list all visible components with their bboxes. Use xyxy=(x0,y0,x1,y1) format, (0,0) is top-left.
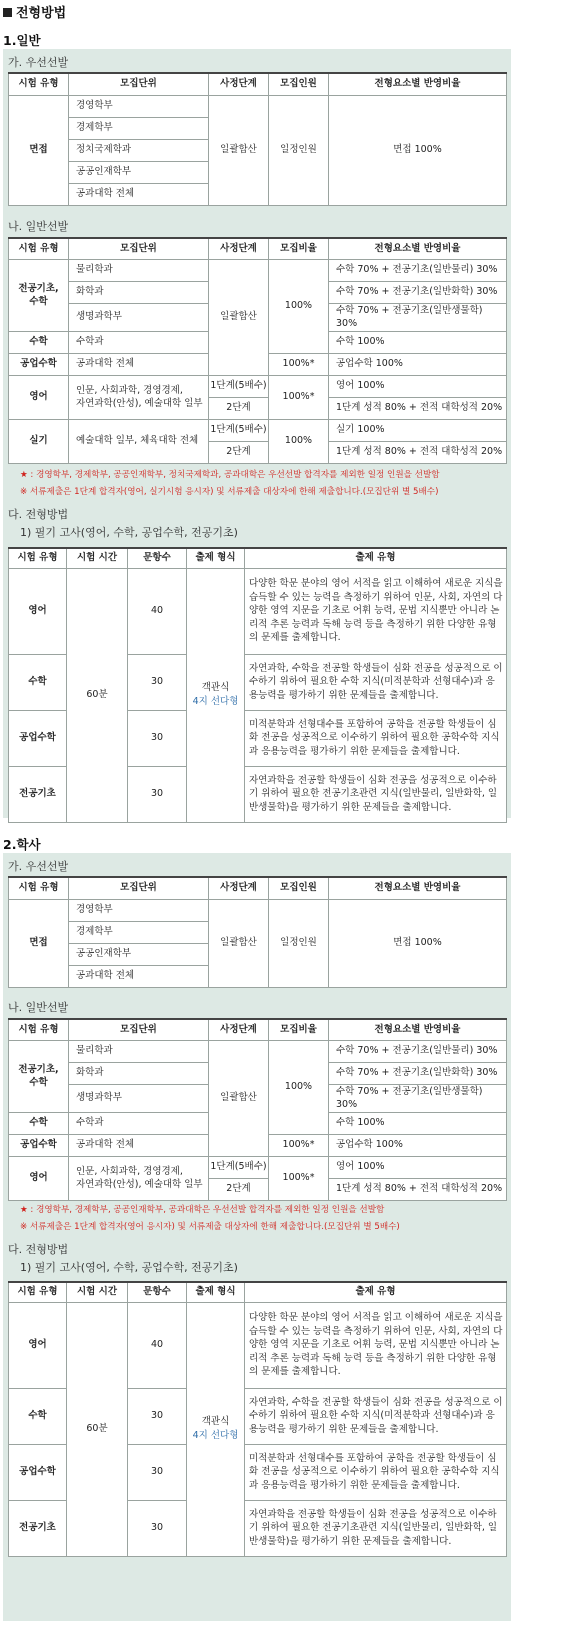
column-header: 전형요소별 반영비율 xyxy=(329,877,507,899)
ratio-pct-cell: 100% xyxy=(269,419,329,463)
ratio-cell: 영어 100% xyxy=(329,1156,507,1178)
unit-cell: 경영학부 xyxy=(69,95,209,117)
column-header: 시험 유형 xyxy=(9,548,67,568)
exam-type-cell: 면접 xyxy=(9,95,69,205)
exam-format-cell: 객관식 4지 선다형 xyxy=(187,568,245,822)
column-header: 모집인원 xyxy=(269,73,329,95)
square-bullet-icon xyxy=(3,8,12,17)
exam-type-cell: 영어 xyxy=(9,1302,67,1388)
ratio-pct-cell: 100%* xyxy=(269,353,329,375)
column-header: 모집단위 xyxy=(69,1019,209,1040)
ratio-cell: 1단계 성적 80% + 전적 대학성적 20% xyxy=(329,1178,507,1200)
s2-priority-table xyxy=(8,876,507,988)
ratio-cell: 공업수학 100% xyxy=(329,1134,507,1156)
unit-cell: 생명과학부 xyxy=(69,303,209,331)
ratio-pct-cell: 100% xyxy=(269,1040,329,1134)
ratio-cell: 1단계 성적 80% + 전적 대학성적 20% xyxy=(329,441,507,463)
column-header: 전형요소별 반영비율 xyxy=(329,1019,507,1040)
column-header: 사정단계 xyxy=(209,877,269,899)
exam-description-cell: 자연과학을 전공할 학생들이 심화 전공을 성공적으로 이수하기 위하여 필요한 전공기초관련 지식(일반물리, 일반화학, 일반생물학)을 평가하기 위한 문제들을 출제합니다. xyxy=(245,766,507,822)
unit-cell: 물리학과 xyxy=(69,259,209,281)
column-header: 전형요소별 반영비율 xyxy=(329,238,507,259)
exam-type-cell: 영어 xyxy=(9,568,67,654)
column-header: 시험 유형 xyxy=(9,1019,69,1040)
s2-method-label: 다. 전형방법 xyxy=(8,1243,69,1256)
ratio-pct-cell: 100%* xyxy=(269,1156,329,1200)
unit-cell: 공공인재학부 xyxy=(69,161,209,183)
exam-format-cell: 객관식 4지 선다형 xyxy=(187,1302,245,1556)
unit-cell: 공공인재학부 xyxy=(69,943,209,965)
unit-cell: 화학과 xyxy=(69,281,209,303)
column-header: 시험 시간 xyxy=(67,548,128,568)
exam-description-cell: 미적분학과 선형대수를 포함하여 공학을 전공할 학생들이 심화 전공을 성공적으로 이수하기 위하여 필요한 공학수학 지식과 응용능력을 평가하기 위한 문제들을 출제합니다. xyxy=(245,710,507,766)
s1-note-star: ★ : 경영학부, 경제학부, 공공인재학부, 정치국제학과, 공과대학은 우선선발 합격자를 제외한 일정 인원을 선발함 xyxy=(20,470,440,480)
column-header: 출제 형식 xyxy=(187,1282,245,1302)
unit-cell: 경제학부 xyxy=(69,921,209,943)
stage-cell: 1단계(5배수) xyxy=(209,1156,269,1178)
question-count-cell: 40 xyxy=(128,1302,187,1388)
ratio-cell: 수학 100% xyxy=(329,331,507,353)
ratio-cell: 1단계 성적 80% + 전적 대학성적 20% xyxy=(329,397,507,419)
s1-exam-table xyxy=(8,547,507,823)
section-1-heading: 1.일반 xyxy=(3,33,41,48)
exam-type-cell: 수학 xyxy=(9,654,67,710)
s2-general-table xyxy=(8,1018,507,1201)
stage-cell: 1단계(5배수) xyxy=(209,375,269,397)
exam-description-cell: 자연과학, 수학을 전공할 학생들이 심화 전공을 성공적으로 이수하기 위하여 필요한 수학 지식(미적분학과 선형대수)과 응용능력을 평가하기 위한 문제들을 출제합니다. xyxy=(245,654,507,710)
stage-cell: 일괄합산 xyxy=(209,95,269,205)
unit-cell: 물리학과 xyxy=(69,1040,209,1062)
ratio-cell: 수학 70% + 전공기초(일반생물학) 30% xyxy=(329,303,507,331)
ratio-cell: 수학 70% + 전공기초(일반화학) 30% xyxy=(329,1062,507,1084)
column-header: 모집인원 xyxy=(269,877,329,899)
column-header: 모집단위 xyxy=(69,238,209,259)
ratio-pct-cell: 100%* xyxy=(269,375,329,419)
page-title: 전형방법 xyxy=(3,2,66,21)
stage-cell: 일괄합산 xyxy=(209,899,269,987)
exam-type-cell: 전공기초 xyxy=(9,766,67,822)
exam-description-cell: 자연과학을 전공할 학생들이 심화 전공을 성공적으로 이수하기 위하여 필요한 전공기초관련 지식(일반물리, 일반화학, 일반생물학)을 평가하기 위한 문제들을 출제합니다. xyxy=(245,1500,507,1556)
ratio-cell: 수학 70% + 전공기초(일반화학) 30% xyxy=(329,281,507,303)
stage-cell: 일괄합산 xyxy=(209,259,269,375)
column-header: 모집단위 xyxy=(69,73,209,95)
exam-description-cell: 자연과학, 수학을 전공할 학생들이 심화 전공을 성공적으로 이수하기 위하여 필요한 수학 지식(미적분학과 선형대수)과 응용능력을 평가하기 위한 문제들을 출제합니다. xyxy=(245,1388,507,1444)
section-2-heading: 2.학사 xyxy=(3,837,41,852)
s1-note-documents: ※ 서류제출은 1단계 합격자(영어, 실기시험 응시자) 및 서류제출 대상자에 한해 제출합니다.(모집단위 별 5배수) xyxy=(20,487,439,497)
column-header: 사정단계 xyxy=(209,238,269,259)
ratio-pct-cell: 100%* xyxy=(269,1134,329,1156)
s2-exam-table xyxy=(8,1281,507,1557)
ratio-cell: 수학 100% xyxy=(329,1112,507,1134)
unit-cell: 수학과 xyxy=(69,331,209,353)
exam-type-cell: 면접 xyxy=(9,899,69,987)
unit-cell: 수학과 xyxy=(69,1112,209,1134)
stage-cell: 일괄합산 xyxy=(209,1040,269,1156)
unit-cell: 생명과학부 xyxy=(69,1084,209,1112)
question-count-cell: 30 xyxy=(128,654,187,710)
ratio-pct-cell: 100% xyxy=(269,259,329,353)
column-header: 시험 시간 xyxy=(67,1282,128,1302)
unit-cell: 인문, 사회과학, 경영경제, 자연과학(안성), 예술대학 일부 xyxy=(69,1156,209,1200)
column-header: 시험 유형 xyxy=(9,73,69,95)
unit-cell: 예술대학 일부, 체육대학 전체 xyxy=(69,419,209,463)
exam-type-cell: 전공기초 xyxy=(9,1500,67,1556)
column-header: 문항수 xyxy=(128,1282,187,1302)
ratio-cell: 실기 100% xyxy=(329,419,507,441)
stage-cell: 2단계 xyxy=(209,441,269,463)
s2-priority-label: 가. 우선선발 xyxy=(8,860,69,873)
ratio-cell: 수학 70% + 전공기초(일반물리) 30% xyxy=(329,259,507,281)
exam-type-cell: 수학 xyxy=(9,1388,67,1444)
unit-cell: 정치국제학과 xyxy=(69,139,209,161)
column-header: 모집단위 xyxy=(69,877,209,899)
count-cell: 일정인원 xyxy=(269,899,329,987)
s1-general-table xyxy=(8,237,507,464)
s2-general-label: 나. 일반선발 xyxy=(8,1001,69,1014)
count-cell: 일정인원 xyxy=(269,95,329,205)
exam-type-cell: 수학 xyxy=(9,1112,69,1134)
ratio-cell: 영어 100% xyxy=(329,375,507,397)
unit-cell: 화학과 xyxy=(69,1062,209,1084)
exam-type-cell: 수학 xyxy=(9,331,69,353)
exam-time-cell: 60분 xyxy=(67,1302,128,1556)
column-header: 시험 유형 xyxy=(9,877,69,899)
exam-type-cell: 실기 xyxy=(9,419,69,463)
question-count-cell: 30 xyxy=(128,1444,187,1500)
stage-cell: 2단계 xyxy=(209,397,269,419)
unit-cell: 공과대학 전체 xyxy=(69,353,209,375)
stage-cell: 1단계(5배수) xyxy=(209,419,269,441)
stage-cell: 2단계 xyxy=(209,1178,269,1200)
s1-method-label: 다. 전형방법 xyxy=(8,508,69,521)
s1-written-exam-sub: 1) 필기 고사(영어, 수학, 공업수학, 전공기초) xyxy=(20,526,238,539)
s2-written-exam-sub: 1) 필기 고사(영어, 수학, 공업수학, 전공기초) xyxy=(20,1261,238,1274)
exam-type-cell: 공업수학 xyxy=(9,353,69,375)
question-count-cell: 30 xyxy=(128,766,187,822)
column-header: 사정단계 xyxy=(209,1019,269,1040)
column-header: 출제 형식 xyxy=(187,548,245,568)
exam-description-cell: 다양한 학문 분야의 영어 서적을 읽고 이해하여 새로운 지식을 습득할 수 있는 능력을 측정하기 위하여 인문, 사회, 자연의 다양한 영역 지문을 기초로 어휘 능력, 문법 지식뿐만 아니라 논리적 추론 능력과 독해 능력 등을 측정하기 위한 다양한 유형의 문제를 출제합니다. xyxy=(245,568,507,654)
s2-note-documents: ※ 서류제출은 1단계 합격자(영어 응시자) 및 서류제출 대상자에 한해 제출합니다.(모집단위 별 5배수) xyxy=(20,1222,400,1232)
exam-description-cell: 미적분학과 선형대수를 포함하여 공학을 전공할 학생들이 심화 전공을 성공적으로 이수하기 위하여 필요한 공학수학 지식과 응용능력을 평가하기 위한 문제들을 출제합니다. xyxy=(245,1444,507,1500)
column-header: 시험 유형 xyxy=(9,238,69,259)
unit-cell: 공과대학 전체 xyxy=(69,183,209,205)
ratio-cell: 공업수학 100% xyxy=(329,353,507,375)
exam-description-cell: 다양한 학문 분야의 영어 서적을 읽고 이해하여 새로운 지식을 습득할 수 있는 능력을 측정하기 위하여 인문, 사회, 자연의 다양한 영역 지문을 기초로 어휘 능력, 문법 지식뿐만 아니라 논리적 추론 능력과 독해 능력 등을 측정하기 위한 다양한 유형의 문제를 출제합니다. xyxy=(245,1302,507,1388)
unit-cell: 공과대학 전체 xyxy=(69,965,209,987)
ratio-cell: 면접 100% xyxy=(329,899,507,987)
column-header: 시험 유형 xyxy=(9,1282,67,1302)
column-header: 모집비율 xyxy=(269,238,329,259)
exam-type-cell: 영어 xyxy=(9,375,69,419)
column-header: 출제 유형 xyxy=(245,548,507,568)
exam-type-cell: 영어 xyxy=(9,1156,69,1200)
column-header: 출제 유형 xyxy=(245,1282,507,1302)
question-count-cell: 40 xyxy=(128,568,187,654)
question-count-cell: 30 xyxy=(128,710,187,766)
ratio-cell: 면접 100% xyxy=(329,95,507,205)
exam-type-cell: 전공기초, 수학 xyxy=(9,1040,69,1112)
column-header: 사정단계 xyxy=(209,73,269,95)
unit-cell: 경영학부 xyxy=(69,899,209,921)
exam-time-cell: 60분 xyxy=(67,568,128,822)
column-header: 문항수 xyxy=(128,548,187,568)
ratio-cell: 수학 70% + 전공기초(일반생물학) 30% xyxy=(329,1084,507,1112)
s1-priority-table xyxy=(8,72,507,206)
unit-cell: 인문, 사회과학, 경영경제, 자연과학(안성), 예술대학 일부 xyxy=(69,375,209,419)
question-count-cell: 30 xyxy=(128,1500,187,1556)
question-count-cell: 30 xyxy=(128,1388,187,1444)
s1-general-label: 나. 일반선발 xyxy=(8,220,69,233)
unit-cell: 공과대학 전체 xyxy=(69,1134,209,1156)
s1-priority-label: 가. 우선선발 xyxy=(8,56,69,69)
exam-type-cell: 전공기초, 수학 xyxy=(9,259,69,331)
s2-note-star: ★ : 경영학부, 경제학부, 공공인재학부, 공과대학은 우선선발 합격자를 제외한 일정 인원을 선발함 xyxy=(20,1205,385,1215)
exam-type-cell: 공업수학 xyxy=(9,1134,69,1156)
column-header: 모집비율 xyxy=(269,1019,329,1040)
exam-type-cell: 공업수학 xyxy=(9,710,67,766)
exam-type-cell: 공업수학 xyxy=(9,1444,67,1500)
unit-cell: 경제학부 xyxy=(69,117,209,139)
column-header: 전형요소별 반영비율 xyxy=(329,73,507,95)
ratio-cell: 수학 70% + 전공기초(일반물리) 30% xyxy=(329,1040,507,1062)
